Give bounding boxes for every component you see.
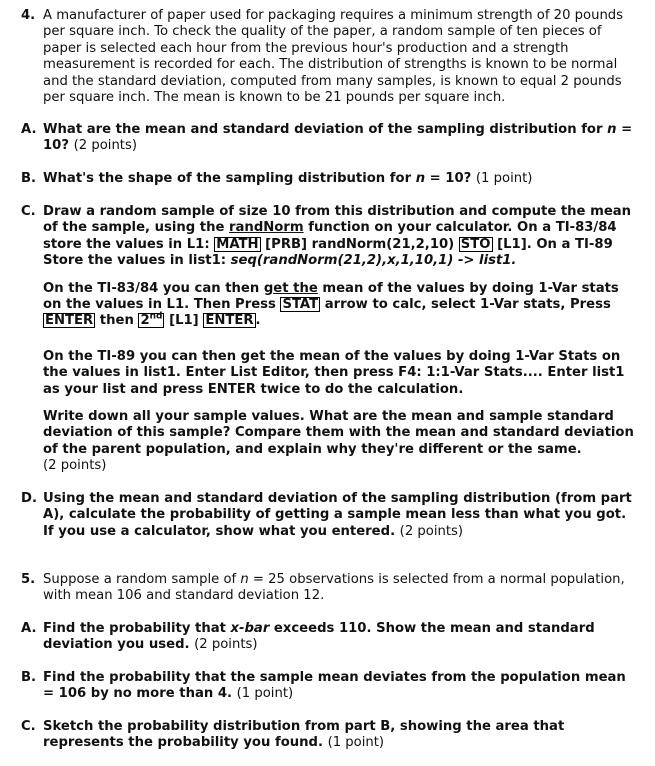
points: (2 points) [73,138,137,154]
math-key: MATH [216,236,259,252]
question-4d [21,491,639,540]
part-text: Sketch the probability distribution from part B, showing the area that represents the probability you found. (1 point) [43,719,565,751]
part-text: What are the mean and standard deviation of the sampling distribution for n = 10? (2 points) [43,122,633,154]
question-5a [21,621,639,654]
points: (2 points) [194,637,258,653]
question-text: Suppose a random sample of n = 25 observations is selected from a normal population, with mean 106 and standard deviation 12. [43,572,625,604]
part-letter: A. [21,122,37,137]
part-c-paragraph-3: On the TI-89 you can then get the mean of the values by doing 1-Var Stats on the values in list1. Enter List Editor, then press F4: 1:1-Var Stats.... Enter list1 as your list and press ENTER twice to do the calculation. [43,348,625,397]
points: (2 points) [43,458,107,474]
question-5c [21,719,639,752]
question-4a [21,122,639,155]
question-text: A manufacturer of paper used for packaging requires a minimum strength of 20 pounds per square inch. To check the quality of the paper, a random sample of ten pieces of paper is selected each hour from the previous hour's production and a strength measurement is recorded for each. The distribution of strengths is known to be normal and the standard deviation, computed from many samples, is known to equal 2 pounds per square inch. The mean is known to be 21 pounds per square inch. [43,8,624,106]
part-text: Find the probability that x-bar exceeds 110. Show the mean and standard deviation you used. (2 points) [43,621,595,653]
points: (2 points) [399,523,464,539]
part-text: Find the probability that the sample mean deviates from the population mean = 106 by no more than 4. (1 point) [43,670,626,702]
sto-key: STO [460,236,491,252]
part-letter: B. [21,670,37,685]
points: (1 point) [327,735,385,751]
points: (1 point) [236,686,294,702]
part-letter: B. [21,171,37,186]
question-number: 5. [21,572,36,587]
part-c-paragraph-2: On the TI-83/84 you can then get the mean of the values by doing 1-Var stats on the values in L1. Then Press STAT arrow to calc, select 1-Var stats, Press ENTER then 2nd [L1] ENTER . [43,280,619,329]
question-4c [21,204,639,475]
part-text: Using the mean and standard deviation of the sampling distribution (from part A), calculate the probability of getting a sample mean less than what you got. If you use a calculator, show what you entered. (2 points) [43,491,632,539]
enter-key: ENTER [45,313,94,329]
part-c-paragraph-1: Draw a random sample of size 10 from this distribution and compute the mean of the sample, using the randNorm function on your calculator. On a TI-83/84 store the values in L1: MATH [PRB] randNorm(21,2,10) STO [L1]. On a TI-89 Store the values in list1: seq(randNorm(21,2),x,1,10,1) -> list1. [43,204,632,269]
part-letter: D. [21,491,37,506]
part-letter: C. [21,719,36,734]
part-text: What's the shape of the sampling distribution for n = 10? (1 point) [43,171,533,186]
question-4b [21,171,639,187]
points: (1 point) [475,171,533,186]
question-4 [21,8,639,106]
question-number: 4. [21,8,36,23]
stat-key: STAT [282,297,319,313]
question-5 [21,572,639,605]
part-letter: C. [21,204,36,219]
second-key: 2nd [140,312,163,329]
enter-key-2: ENTER [205,313,254,329]
part-c-paragraph-4: Write down all your sample values. What are the mean and sample standard deviation of this sample? Compare them with the mean and standard deviation of the parent population, and explain why they're different or the same. [43,409,634,457]
part-letter: A. [21,621,37,636]
question-5b [21,670,639,703]
